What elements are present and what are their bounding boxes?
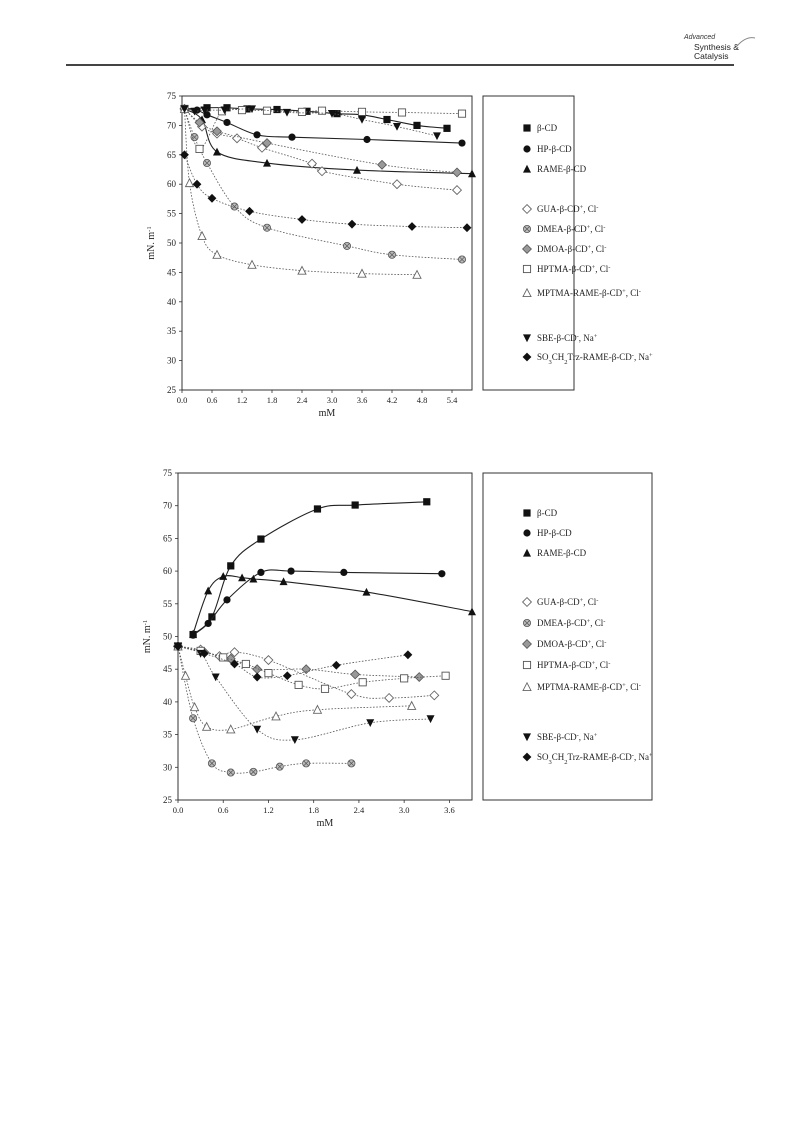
data-point (250, 768, 257, 775)
data-point (358, 116, 366, 124)
data-point (313, 706, 321, 714)
data-point (398, 109, 405, 116)
series-5 (181, 105, 466, 263)
x-axis-label: mM (318, 408, 336, 419)
x-tick-label: 3.6 (444, 805, 455, 815)
x-tick-label: 3.0 (326, 395, 338, 405)
data-point (203, 723, 211, 731)
legend-marker (523, 549, 531, 557)
data-point (186, 179, 194, 187)
data-point (205, 620, 212, 627)
data-point (340, 569, 347, 576)
data-point (343, 242, 350, 249)
data-point (253, 665, 262, 674)
legend-label: RAME-β-CD (537, 548, 587, 558)
data-point (253, 673, 262, 682)
legend-marker (523, 733, 531, 741)
data-point (242, 660, 249, 667)
data-point (359, 679, 366, 686)
series-3 (181, 105, 477, 177)
data-point (332, 661, 341, 670)
legend-entry (523, 144, 572, 154)
x-tick-label: 0.6 (217, 805, 229, 815)
data-point (238, 107, 245, 114)
legend-label: GUA-β-CD+, Cl- (537, 596, 599, 607)
data-point (263, 107, 270, 114)
y-tick-label: 45 (163, 664, 172, 675)
data-point (298, 215, 307, 224)
legend-marker (523, 289, 531, 297)
data-point (227, 725, 235, 733)
legend-label: GUA-β-CD+, Cl- (537, 203, 599, 214)
x-tick-label: 1.2 (236, 395, 248, 405)
logo-text-synthesis: Synthesis & (694, 42, 739, 52)
legend-entry (523, 288, 641, 299)
data-point (257, 569, 264, 576)
data-point (204, 587, 212, 595)
y-tick-label: 70 (163, 500, 172, 511)
legend-entry (523, 508, 557, 518)
data-point (283, 671, 292, 680)
legend-label: $SO_3CH_2Trz-RAME-\beta-CD^-$, Na+ (537, 351, 653, 366)
y-tick-label: 40 (167, 296, 176, 307)
legend-marker (523, 225, 530, 232)
data-point (193, 180, 202, 189)
legend-entry (523, 618, 605, 629)
x-tick-label: 0.6 (206, 395, 218, 405)
data-point (196, 145, 203, 152)
legend-marker (523, 245, 532, 254)
data-point (253, 726, 261, 734)
data-point (427, 715, 435, 723)
x-tick-label: 2.4 (353, 805, 365, 815)
series-line (178, 646, 408, 678)
series-line (185, 109, 463, 260)
data-point (288, 134, 295, 141)
series-5 (174, 643, 355, 776)
data-point (347, 690, 356, 699)
legend-label: HPTMA-β-CD+, Cl- (537, 659, 611, 670)
series-2 (189, 568, 445, 639)
legend-entry (523, 333, 598, 344)
y-tick-label: 60 (163, 566, 172, 577)
data-point (223, 119, 230, 126)
legend-marker (523, 165, 531, 173)
data-point (303, 760, 310, 767)
series-line (193, 570, 442, 635)
y-tick-label: 55 (163, 598, 172, 609)
data-point (423, 498, 430, 505)
data-point (438, 570, 445, 577)
data-point (433, 132, 441, 140)
y-tick-label: 40 (163, 696, 172, 707)
legend-label: RAME-β-CD (537, 164, 587, 174)
legend-entry (523, 528, 572, 538)
legend-marker (523, 640, 532, 649)
y-tick-label: 45 (167, 267, 176, 278)
legend-entry (523, 548, 587, 558)
logo-text-catalysis: Catalysis (694, 51, 729, 61)
data-point (220, 654, 227, 661)
data-point (383, 116, 390, 123)
x-tick-label: 1.8 (308, 805, 320, 815)
legend-entry (523, 732, 598, 743)
data-point (463, 223, 472, 232)
legend-marker (523, 334, 531, 342)
chart-2 (142, 468, 653, 829)
legend-label: β-CD (537, 123, 558, 133)
data-point (408, 222, 417, 231)
data-point (264, 656, 273, 665)
data-point (358, 108, 365, 115)
data-point (213, 251, 221, 259)
y-tick-label: 55 (167, 208, 176, 219)
data-point (348, 220, 357, 229)
data-point (191, 703, 199, 711)
series-3 (189, 572, 476, 637)
legend-entry (523, 352, 653, 366)
legend-label: HPTMA-β-CD+, Cl- (537, 263, 611, 274)
y-axis-label: mN. $m^{-1}$ (145, 226, 157, 260)
data-point (223, 596, 230, 603)
legend-marker (523, 619, 530, 626)
data-point (291, 736, 299, 744)
series-line (185, 155, 468, 228)
y-tick-label: 30 (163, 762, 172, 773)
legend-entry (523, 639, 607, 650)
data-point (401, 675, 408, 682)
data-point (321, 685, 328, 692)
legend-entry (523, 224, 605, 235)
x-tick-label: 0.0 (176, 395, 188, 405)
y-tick-label: 65 (167, 149, 176, 160)
legend-entry (523, 264, 610, 275)
x-tick-label: 1.2 (263, 805, 274, 815)
data-point (314, 505, 321, 512)
data-point (413, 122, 420, 129)
y-tick-label: 75 (163, 468, 172, 478)
data-point (404, 650, 413, 659)
data-point (227, 769, 234, 776)
legend-box (483, 96, 574, 390)
legend-label: DMOA-β-CD+, Cl- (537, 243, 607, 254)
series-7 (174, 643, 449, 693)
data-point (443, 125, 450, 132)
y-tick-label: 30 (167, 355, 176, 366)
data-point (198, 232, 206, 240)
y-tick-label: 50 (163, 631, 172, 642)
legend-marker (523, 124, 530, 131)
legend-label: $SO_3CH_2Trz-RAME-\beta-CD^-$, Na+ (537, 751, 653, 766)
legend-marker (523, 661, 530, 668)
data-point (295, 681, 302, 688)
x-tick-label: 5.4 (446, 395, 458, 405)
data-point (276, 763, 283, 770)
data-point (180, 150, 189, 159)
data-point (393, 123, 401, 131)
data-point (408, 702, 416, 710)
legend-marker (523, 529, 530, 536)
legend-label: DMEA-β-CD+, Cl- (537, 223, 606, 234)
legend-label: MPTMA-RAME-β-CD+, Cl- (537, 287, 641, 298)
data-point (415, 673, 424, 682)
data-point (287, 568, 294, 575)
data-point (363, 136, 370, 143)
data-point (298, 108, 305, 115)
x-axis-label: mM (316, 818, 334, 829)
series-10 (180, 150, 471, 232)
plot-area (182, 96, 472, 390)
data-point (203, 159, 210, 166)
legend-box (483, 473, 652, 800)
data-point (208, 760, 215, 767)
legend-marker (523, 205, 532, 214)
y-tick-label: 35 (167, 326, 176, 337)
data-point (388, 251, 395, 258)
series-line (178, 646, 351, 773)
x-tick-label: 1.8 (266, 395, 278, 405)
legend-marker (523, 145, 530, 152)
legend-entry (523, 123, 557, 133)
x-tick-label: 4.8 (416, 395, 428, 405)
x-tick-label: 3.6 (356, 395, 368, 405)
legend-marker (523, 265, 530, 272)
logo-text-advanced: Advanced (684, 34, 716, 41)
data-point (257, 535, 264, 542)
legend-entry (523, 752, 653, 766)
legend-label: SBE-β-CD-, Na+ (537, 332, 598, 343)
series-1 (189, 498, 430, 638)
legend-marker (523, 509, 530, 516)
legend-entry (523, 204, 599, 215)
x-tick-label: 0.0 (172, 805, 184, 815)
legend-label: DMOA-β-CD+, Cl- (537, 638, 607, 649)
y-tick-label: 75 (167, 91, 176, 101)
data-point (212, 673, 220, 681)
data-point (227, 562, 234, 569)
data-point (385, 694, 394, 703)
data-point (265, 670, 272, 677)
data-point (273, 106, 280, 113)
data-point (453, 186, 462, 195)
data-point (352, 501, 359, 508)
data-point (245, 207, 254, 216)
series-9 (174, 643, 435, 744)
y-tick-label: 25 (163, 795, 172, 805)
series-line (193, 576, 472, 634)
chart-1 (146, 91, 653, 419)
legend-marker (523, 598, 532, 607)
legend-marker (523, 353, 532, 362)
data-point (458, 110, 465, 117)
legend-entry (523, 597, 599, 608)
legend-label: HP-β-CD (537, 144, 572, 154)
legend-marker (523, 683, 531, 691)
data-point (348, 760, 355, 767)
data-point (458, 139, 465, 146)
y-tick-label: 50 (167, 238, 176, 248)
legend-label: HP-β-CD (537, 528, 572, 538)
legend-entry (523, 164, 587, 174)
data-point (208, 194, 217, 203)
legend-label: β-CD (537, 508, 558, 518)
data-point (233, 134, 242, 143)
data-point (253, 131, 260, 138)
y-tick-label: 35 (163, 729, 172, 740)
data-point (393, 180, 402, 189)
legend-label: MPTMA-RAME-β-CD+, Cl- (537, 681, 641, 692)
legend-entry (523, 682, 641, 693)
legend-entry (523, 660, 610, 671)
legend-label: SBE-β-CD-, Na+ (537, 731, 598, 742)
data-point (458, 256, 465, 263)
data-point (263, 224, 270, 231)
y-axis-label: mN. $m^{-1}$ (141, 619, 153, 654)
plot-area (178, 473, 472, 800)
data-point (378, 160, 387, 169)
x-tick-label: 3.0 (398, 805, 410, 815)
y-tick-label: 25 (167, 385, 176, 395)
series-6 (174, 642, 424, 682)
y-tick-label: 60 (167, 179, 176, 190)
x-tick-label: 2.4 (296, 395, 308, 405)
data-point (442, 672, 449, 679)
y-tick-label: 65 (163, 533, 172, 544)
legend-entry (523, 244, 607, 255)
series-4 (180, 105, 461, 195)
data-point (189, 715, 196, 722)
series-line (185, 109, 458, 173)
y-tick-label: 70 (167, 120, 176, 131)
series-line (178, 646, 431, 740)
data-point (430, 691, 439, 700)
data-point (351, 670, 360, 679)
data-point (453, 168, 462, 177)
legend-label: DMEA-β-CD+, Cl- (537, 617, 606, 628)
x-tick-label: 4.2 (386, 395, 398, 405)
data-point (248, 261, 256, 269)
series-6 (180, 105, 461, 177)
legend-marker (523, 753, 532, 762)
